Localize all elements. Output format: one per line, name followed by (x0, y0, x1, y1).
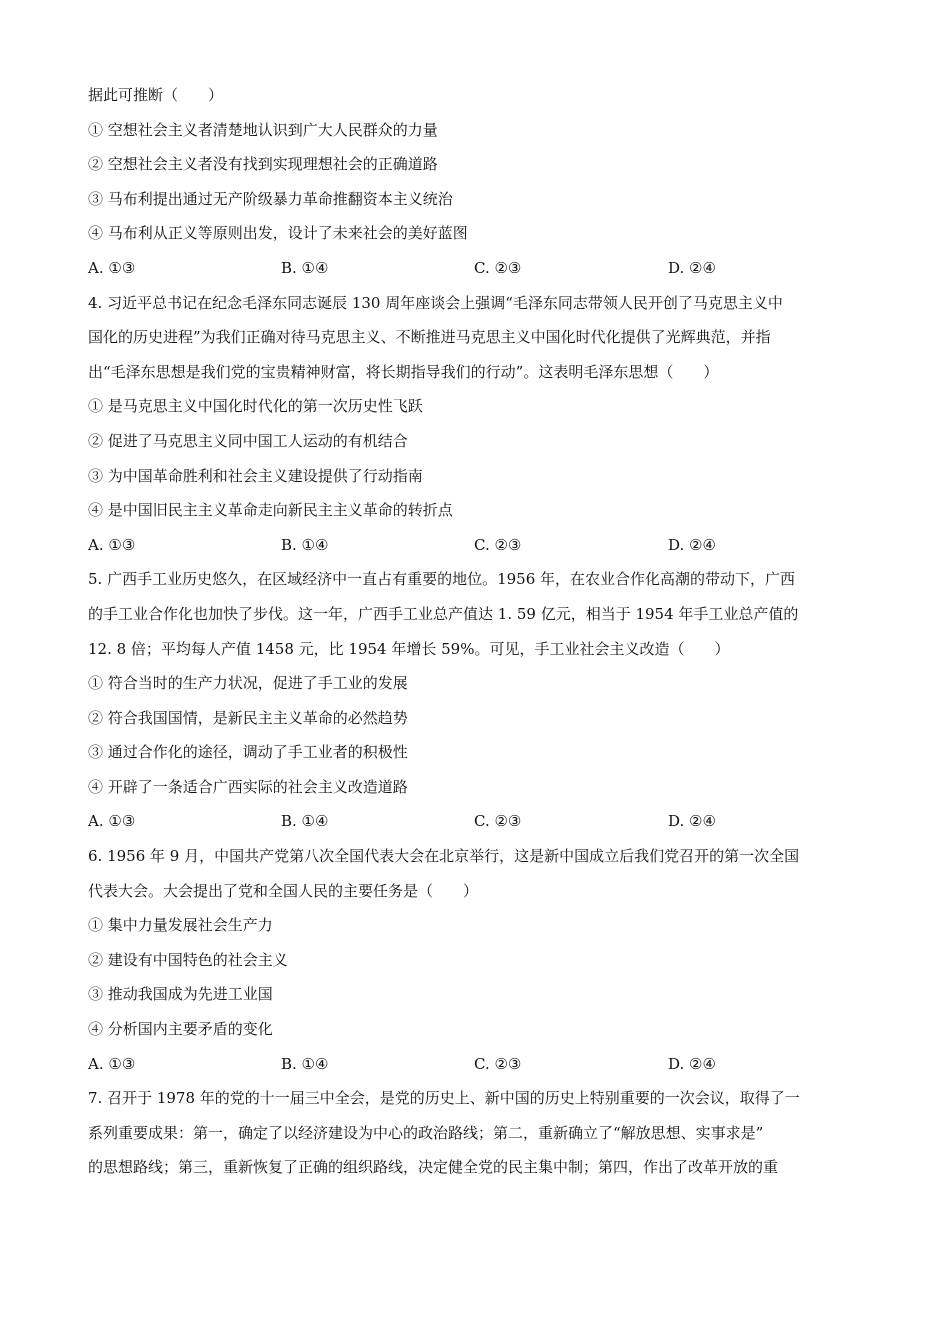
q5-options (88, 804, 878, 839)
q3-item-4: ④ 马布利从正义等原则出发，设计了未来社会的美好蓝图 (88, 224, 468, 243)
q5-item-4: ④ 开辟了一条适合广西实际的社会主义改造道路 (88, 777, 408, 796)
q5-option-c: C. ②③ (474, 812, 522, 831)
q7-stem-line-1: 7. 召开于 1978 年的党的十一届三中全会，是党的历史上、新中国的历史上特别重要的一次会议，取得了一 (88, 1089, 800, 1108)
q6-option-a: A. ①③ (88, 1054, 136, 1073)
q6-option-d: D. ②④ (668, 1054, 716, 1073)
q3-options (88, 251, 878, 286)
q7-stem-line-2: 系列重要成果：第一，确定了以经济建设为中心的政治路线；第二，重新确立了“解放思想、实事求是” (88, 1123, 764, 1142)
q5-option-b: B. ①④ (281, 812, 329, 831)
q6-item-3: ③ 推动我国成为先进工业国 (88, 985, 273, 1004)
q5-option-a: A. ①③ (88, 812, 136, 831)
q6-stem-line-1: 6. 1956 年 9 月，中国共产党第八次全国代表大会在北京举行，这是新中国成立后我们党召开的第一次全国 (88, 847, 800, 866)
q4-stem-line-1: 4. 习近平总书记在纪念毛泽东同志诞辰 130 周年座谈会上强调“毛泽东同志带领人民开创了马克思主义中 (88, 293, 783, 312)
q6-options (88, 1047, 878, 1082)
q6-item-1: ① 集中力量发展社会生产力 (88, 916, 273, 935)
q6-item-2: ② 建设有中国特色的社会主义 (88, 950, 288, 969)
q4-item-3: ③ 为中国革命胜利和社会主义建设提供了行动指南 (88, 466, 423, 485)
q7-stem-line-3: 的思想路线；第三，重新恢复了正确的组织路线，决定健全党的民主集中制；第四，作出了改革开放的重 (88, 1158, 779, 1177)
q3-option-d: D. ②④ (668, 258, 716, 277)
q3-option-c: C. ②③ (474, 258, 522, 277)
q3-option-b: B. ①④ (281, 258, 329, 277)
q5-stem-line-2: 的手工业合作化也加快了步伐。这一年，广西手工业总产值达 1. 59 亿元，相当于 1954 年手工业总产值的 (88, 604, 799, 623)
q3-item-2: ② 空想社会主义者没有找到实现理想社会的正确道路 (88, 155, 438, 174)
q5-stem-line-1: 5. 广西手工业历史悠久，在区域经济中一直占有重要的地位。1956 年，在农业合作化高潮的带动下，广西 (88, 570, 796, 589)
q3-option-a: A. ①③ (88, 258, 136, 277)
q3-item-1: ① 空想社会主义者清楚地认识到广大人民群众的力量 (88, 120, 438, 139)
q4-item-2: ② 促进了马克思主义同中国工人运动的有机结合 (88, 431, 408, 450)
q5-item-3: ③ 通过合作化的途径，调动了手工业者的积极性 (88, 743, 408, 762)
q4-stem-line-2: 国化的历史进程”为我们正确对待马克思主义、不断推进马克思主义中国化时代化提供了光辉典范，并指 (88, 328, 771, 347)
q4-stem-line-3: 出“毛泽东思想是我们党的宝贵精神财富，将长期指导我们的行动”。这表明毛泽东思想（ ） (88, 362, 719, 381)
q5-option-d: D. ②④ (668, 812, 716, 831)
q4-options (88, 528, 878, 563)
q5-item-1: ① 符合当时的生产力状况，促进了手工业的发展 (88, 674, 408, 693)
q6-option-b: B. ①④ (281, 1054, 329, 1073)
q6-option-c: C. ②③ (474, 1054, 522, 1073)
exam-page (88, 78, 878, 1185)
q4-option-c: C. ②③ (474, 535, 522, 554)
q4-option-a: A. ①③ (88, 535, 136, 554)
q5-item-2: ② 符合我国国情，是新民主主义革命的必然趋势 (88, 708, 408, 727)
q6-item-4: ④ 分析国内主要矛盾的变化 (88, 1020, 273, 1039)
q4-item-4: ④ 是中国旧民主主义革命走向新民主主义革命的转折点 (88, 501, 453, 520)
q5-stem-line-3: 12. 8 倍；平均每人产值 1458 元，比 1954 年增长 59%。可见，手工业社会主义改造（ ） (88, 639, 730, 658)
q3-item-3: ③ 马布利提出通过无产阶级暴力革命推翻资本主义统治 (88, 189, 453, 208)
q4-option-d: D. ②④ (668, 535, 716, 554)
q3-stem-tail: 据此可推断（ ） (88, 86, 224, 104)
q6-stem-line-2: 代表大会。大会提出了党和全国人民的主要任务是（ ） (88, 881, 479, 900)
q4-item-1: ① 是马克思主义中国化时代化的第一次历史性飞跃 (88, 397, 423, 416)
q4-option-b: B. ①④ (281, 535, 329, 554)
